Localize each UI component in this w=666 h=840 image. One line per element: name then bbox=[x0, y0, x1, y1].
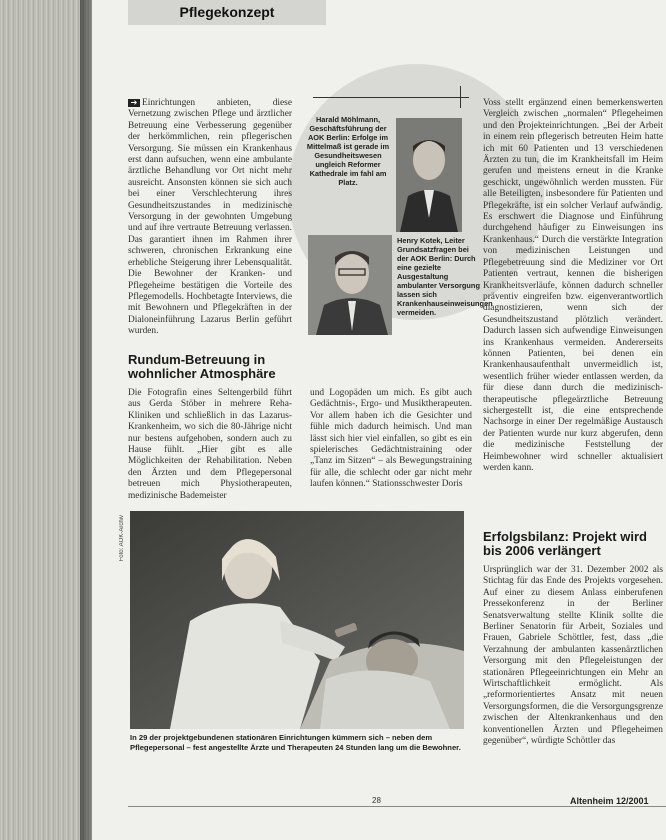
portrait-caption: Harald Möhlmann, Geschäftsführung der AOK Berlin: Erfolge im Mittelmaß ist gerade im Gesundheitswesen ungleich Reformer Kathedrale im fahl am Platz. bbox=[306, 115, 390, 187]
section-header-bar bbox=[128, 0, 326, 25]
photo-caption: In 29 der projektgebundenen stationären Einrichtungen kümmern sich – neben dem Pflegepersonal – fest angestellte Ärzte und Therapeuten 24 Stunden lang um die Bewohner. bbox=[130, 733, 461, 752]
continuation-arrow-icon: ➔ bbox=[128, 99, 140, 107]
magazine-reference: Altenheim 12/2001 bbox=[570, 796, 649, 806]
right-column-body-bottom: Ursprünglich war der 31. Dezember 2002 als Stichtag für das Ende des Projekts vorgesehen. Auf einer zu diesem Anlass einberufenen Pressekonferenz in der Berliner Senatsverwaltung stellte Klinik sollte die Berliner Senatorin für Arbeit, Soziales und Frauen, Gabriele Schöttler, fest, dass „die Verzahnung der ambulanten kassenärztlichen Versorgung mit den Pflegeleistungen der stationären Pflegeeinrichtungen ein Mehr an Wirtschaftlichkeit ermöglicht. Als „reformorientiertes Ansatz mit neuen Versorgungsformen, die die Versorgungsgrenze zwischen der Altenkrankenhaus und den konventionellen Ärzten und Pflegeheimen gegenüber“, würdigte Schöttler das bbox=[483, 565, 663, 747]
left-column-body-bottom: Die Fotografin eines Seltengerbild führt aus Gerda Stöber in mehrere Reha-Kliniken und schließlich in das Lazarus-Krankenheim, wo sich die 80-Jährige nicht nur bestens aufgehoben, sondern auch zu Hause fühlt. „Hier gibt es alle Möglichkeiten der Rehabilitation. Neben den Ärzten und dem Pflegepersonal betreuen mich Physiotherapeuten, medizinische Bademeister bbox=[128, 388, 292, 501]
section-subheading: Rundum-Betreuung in wohnlicher Atmosphäre bbox=[128, 352, 276, 381]
portrait-caption: Henry Kotek, Leiter Grundsatzfragen bei der AOK Berlin: Durch eine gezielte Ausgestaltung ambulanter Versorgung lassen sich Krankenhauseinweisungen vermeiden. bbox=[397, 236, 493, 317]
portrait-photo bbox=[308, 235, 392, 335]
portrait-photo-image bbox=[308, 235, 392, 335]
vertical-rule bbox=[460, 86, 461, 108]
main-photo bbox=[130, 511, 464, 729]
section-subheading: Erfolgsbilanz: Projekt wird bis 2006 verlängert bbox=[483, 529, 647, 558]
section-label: Pflegekonzept bbox=[179, 4, 275, 20]
horizontal-rule bbox=[313, 97, 469, 98]
main-photo-image bbox=[130, 511, 464, 729]
portrait-photo-image bbox=[396, 118, 462, 232]
book-binding bbox=[0, 0, 92, 840]
left-column-body-top bbox=[128, 98, 292, 338]
footer-rule bbox=[128, 806, 666, 807]
right-column-body-top: Voss stellt ergänzend einen bemerkenswerten Vergleich zwischen „normalen“ Pflegeheimen und den Projekteinrichtungen. „Bei der Arbeit in einem rein pflegerisch betreuten Heim hatte ich mit 60 Patienten und 13 verschiedenen Ärzten zu tun, die im Krankheitsfall im Heim gerufen und meistens erneut in die Kranke geschickt, ungewöhnlich werden mussten. Für alle Beteiligten, insbesondere für Patienten und Pflegekräfte, ist ein solcher Verlauf aufwändig. Es erschwert die Diagnose und Einführung durchgehend häufiger zu Einweisungen ins Krankenhaus.“ Durch die verstärkte Integration von medizinischen Leistungen und Pflegebetreuung sind die Mediziner vor Ort Patienten vertraut, kennen die bisherigen Krankheitsverläufe, können dadurch schneller präventiv eingreifen bzw. eigenverantwortlich diagnostizieren, wenn sich der Gesundheitszustand plötzlich verändert. Dadurch lassen sich aufwendige Einweisungen ins Krankenhaus vermeiden. Andererseits können Patienten, bei denen ein Krankenhausaufenthalt unvermeidlich ist, wesentlich früher wieder entlassen werden, da für diese dann durch die medizinisch-therapeutische pflegeärztliche Betreuung sichergestellt ist, die eine entsprechende Nachsorge in einer Der regelmäßige Austausch der Patienten wurde nur kurz abgerufen, denn die medizinische Feststellung der Heimbewohner wird schneller aktualisiert werden kann. bbox=[483, 98, 663, 473]
page-number: 28 bbox=[372, 796, 381, 805]
magazine-page bbox=[92, 0, 666, 840]
photo-credit: Foto: AOK-Archiv bbox=[119, 515, 125, 562]
portrait-photo bbox=[396, 118, 462, 232]
left-column-body-top-text: Einrichtungen anbieten, diese Vernetzung zwischen Pflege und ärztlicher Betreuung eine Verbesserung gegenüber der herkömmlichen, rein pflegerischen Versorgung. Sie müssen ein Krankenhaus erst dann aufsuchen, wenn eine ambulante ärztliche Behandlung vor Ort nicht mehr ausreicht. Ansonsten können sie sich auch bei einer Verschlechterung ihres Gesundheitszustandes in medizinische Versorgung in der gewohnten Umgebung und auf ihre vertraute Betreuung verlassen. Das garantiert ihnen im Rahmen ihrer schweren, chronischen Erkrankung eine erhebliche Steigerung ihrer Lebensqualität. Die Bewohner der Kranken- und Pflegeheime bestätigen die Vorteile des Pflegemodells. Hochbetagte Interviews, die mit Bewohnern und Pflegekräften in der Dialoneinführung Lazarus Berlin geführt wurden. bbox=[128, 98, 292, 337]
middle-column-body: und Logopäden um mich. Es gibt auch Gedächtnis-, Ergo- und Musiktherapeuten. Vor allem haben ich die Gesichter und fühle mich dadurch heimisch. Und man lässt sich hier viel einfallen, so gibt es ein spielerisches Gedächtnistraining oder „Tanz im Sitzen“ – als Bewegungstraining für alle, die schlecht oder gar nicht mehr laufen können.“ Stationsschwester Doris bbox=[310, 388, 472, 490]
